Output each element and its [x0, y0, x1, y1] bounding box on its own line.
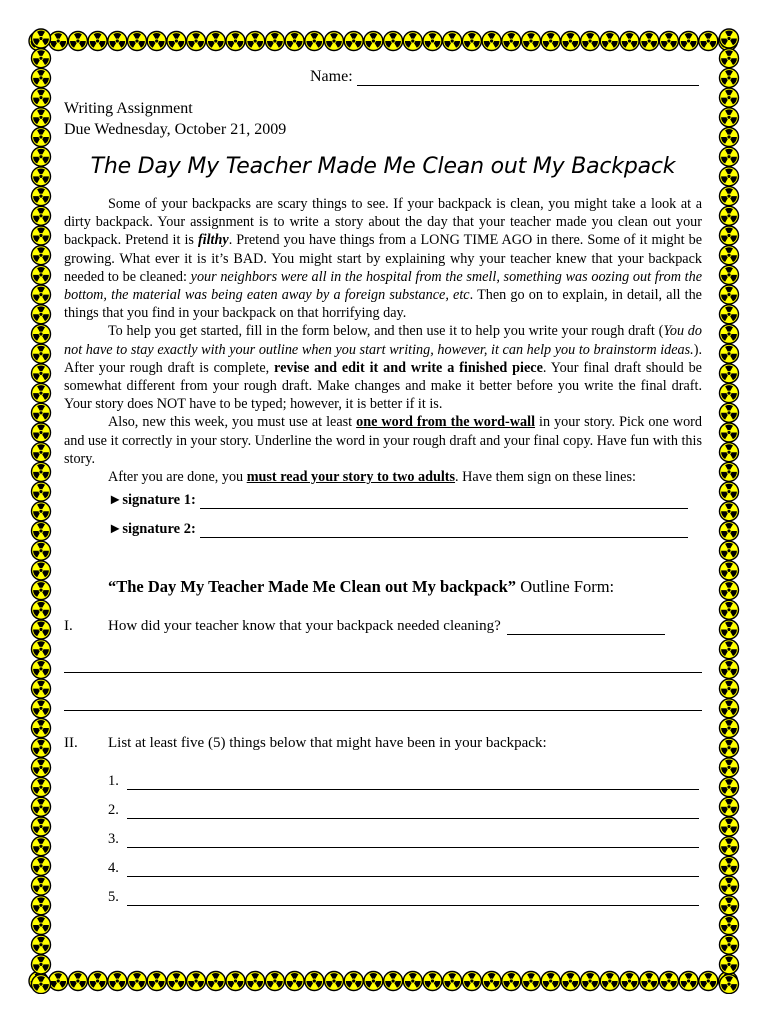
- signature-1-blank[interactable]: [200, 494, 688, 509]
- radiation-icon: [720, 68, 739, 87]
- assignment-label: Writing Assignment: [64, 100, 193, 117]
- signature-2-blank[interactable]: [200, 523, 688, 538]
- radiation-icon: [128, 32, 147, 51]
- answer-line-1[interactable]: [64, 672, 702, 673]
- radiation-icon: [344, 32, 363, 51]
- radiation-icon: [32, 975, 51, 994]
- radiation-icon: [32, 305, 51, 324]
- radiation-icon: [32, 246, 51, 265]
- radiation-icon: [32, 167, 51, 186]
- list-item[interactable]: 2.: [108, 802, 699, 819]
- radiation-icon: [720, 896, 739, 915]
- radiation-icon: [32, 896, 51, 915]
- radiation-icon: [720, 699, 739, 718]
- radiation-icon: [384, 32, 403, 51]
- radiation-icon: [720, 364, 739, 383]
- radiation-icon: [285, 972, 304, 991]
- radiation-icon: [720, 975, 739, 994]
- radiation-icon: [720, 49, 739, 68]
- radiation-icon: [32, 817, 51, 836]
- radiation-icon: [32, 856, 51, 875]
- question-1-blank[interactable]: [507, 620, 665, 635]
- radiation-icon: [32, 265, 51, 284]
- radiation-icon: [720, 403, 739, 422]
- radiation-icon: [167, 972, 186, 991]
- radiation-icon: [32, 443, 51, 462]
- outline-title: “The Day My Teacher Made Me Clean out My backpack” Outline Form:: [108, 577, 615, 596]
- radiation-icon: [720, 482, 739, 501]
- list-item-blank[interactable]: [127, 862, 699, 877]
- radiation-icon: [32, 285, 51, 304]
- radiation-icon: [32, 147, 51, 166]
- radiation-icon: [32, 502, 51, 521]
- radiation-icon: [699, 32, 718, 51]
- radiation-icon: [720, 88, 739, 107]
- radiation-icon: [720, 738, 739, 757]
- question-2: [64, 735, 547, 752]
- radiation-icon: [502, 972, 521, 991]
- radiation-icon: [720, 916, 739, 935]
- radiation-icon: [147, 972, 166, 991]
- name-blank[interactable]: [357, 71, 699, 86]
- radiation-icon: [32, 344, 51, 363]
- radiation-icon: [720, 837, 739, 856]
- page-title: The Day My Teacher Made Me Clean out My Backpack: [90, 154, 676, 179]
- radiation-icon: [403, 32, 422, 51]
- radiation-icon: [167, 32, 186, 51]
- radiation-icon: [187, 32, 206, 51]
- radiation-icon: [384, 972, 403, 991]
- radiation-icon: [364, 32, 383, 51]
- radiation-icon: [720, 108, 739, 127]
- radiation-icon: [541, 32, 560, 51]
- radiation-icon: [32, 876, 51, 895]
- radiation-icon: [522, 972, 541, 991]
- radiation-icon: [720, 935, 739, 954]
- list-item-blank[interactable]: [127, 891, 699, 906]
- radiation-icon: [32, 128, 51, 147]
- radiation-icon: [305, 32, 324, 51]
- due-date: Due Wednesday, October 21, 2009: [64, 121, 287, 138]
- question-1-number: I.: [64, 618, 73, 634]
- page-border-left: [28, 28, 54, 994]
- radiation-icon: [206, 972, 225, 991]
- radiation-icon: [32, 699, 51, 718]
- radiation-icon: [32, 88, 51, 107]
- radiation-icon: [720, 778, 739, 797]
- radiation-icon: [246, 972, 265, 991]
- radiation-icon: [128, 972, 147, 991]
- radiation-icon: [699, 972, 718, 991]
- radiation-icon: [522, 32, 541, 51]
- question-2-text: List at least five (5) things below that might have been in your backpack:: [108, 735, 547, 751]
- radiation-icon: [32, 738, 51, 757]
- list-item[interactable]: 4.: [108, 860, 699, 877]
- radiation-icon: [720, 305, 739, 324]
- list-item-blank[interactable]: [127, 833, 699, 848]
- instructions-paragraph-4: After you are done, you must read your story to two adults. Have them sign on these lines:: [108, 469, 636, 486]
- radiation-icon: [265, 32, 284, 51]
- radiation-icon: [32, 482, 51, 501]
- radiation-icon: [108, 32, 127, 51]
- radiation-icon: [32, 935, 51, 954]
- radiation-icon: [108, 972, 127, 991]
- radiation-icon: [720, 817, 739, 836]
- radiation-icon: [32, 679, 51, 698]
- signature-1-field[interactable]: [108, 492, 688, 509]
- list-item-blank[interactable]: [127, 804, 699, 819]
- radiation-icon: [581, 972, 600, 991]
- radiation-icon: [561, 972, 580, 991]
- radiation-icon: [720, 640, 739, 659]
- radiation-icon: [265, 972, 284, 991]
- radiation-icon: [720, 581, 739, 600]
- radiation-icon: [640, 32, 659, 51]
- radiation-icon: [226, 972, 245, 991]
- radiation-icon: [720, 758, 739, 777]
- radiation-icon: [32, 187, 51, 206]
- radiation-icon: [720, 462, 739, 481]
- signature-1-label: ►signature 1:: [108, 492, 196, 508]
- radiation-icon: [679, 972, 698, 991]
- radiation-icon: [226, 32, 245, 51]
- radiation-icon: [720, 955, 739, 974]
- page-border-bottom: [28, 968, 742, 994]
- radiation-icon: [443, 32, 462, 51]
- radiation-icon: [32, 797, 51, 816]
- radiation-icon: [462, 972, 481, 991]
- assignment-info: [64, 98, 286, 140]
- radiation-icon: [32, 758, 51, 777]
- radiation-icon: [403, 972, 422, 991]
- radiation-icon: [720, 679, 739, 698]
- radiation-icon: [32, 423, 51, 442]
- radiation-icon: [720, 29, 739, 48]
- list-item-blank[interactable]: [127, 775, 699, 790]
- radiation-icon: [305, 972, 324, 991]
- radiation-icon: [720, 226, 739, 245]
- radiation-icon: [32, 226, 51, 245]
- radiation-icon: [32, 403, 51, 422]
- radiation-icon: [720, 876, 739, 895]
- radiation-icon: [32, 600, 51, 619]
- radiation-icon: [32, 581, 51, 600]
- radiation-icon: [68, 972, 87, 991]
- radiation-icon: [32, 659, 51, 678]
- radiation-icon: [32, 462, 51, 481]
- radiation-icon: [720, 128, 739, 147]
- radiation-icon: [147, 32, 166, 51]
- radiation-icon: [325, 972, 344, 991]
- radiation-icon: [187, 972, 206, 991]
- radiation-icon: [640, 972, 659, 991]
- radiation-icon: [32, 955, 51, 974]
- radiation-icon: [720, 325, 739, 344]
- radiation-icon: [720, 522, 739, 541]
- radiation-icon: [541, 972, 560, 991]
- radiation-icon: [720, 620, 739, 639]
- radiation-icon: [32, 620, 51, 639]
- radiation-icon: [720, 423, 739, 442]
- instructions-paragraph-1: Some of your backpacks are scary things to see. If your backpack is clean, you might take a look at a dirty backpack. Your assignment is to write a story about the day that your teacher made you clean out your backpack. Pretend it is filthy. Pretend you have things from a LONG TIME AGO in there. Some of it might be growing. What ever it is it’s BAD. You might start by explaining why your teacher knew that your backpack needed to be cleaned: your neighbors were all in the hospital from the smell, something was oozing out from the bottom, the material was being eaten away by a foreign substance, etc. Then go on to explain, in detail, all the things that you find in your backpack on that horrifying day.: [64, 196, 703, 322]
- answer-line-2[interactable]: [64, 710, 702, 711]
- radiation-icon: [325, 32, 344, 51]
- radiation-icon: [88, 972, 107, 991]
- radiation-icon: [32, 364, 51, 383]
- radiation-icon: [32, 719, 51, 738]
- list-item[interactable]: 3.: [108, 831, 699, 848]
- page-border-top: [28, 28, 742, 54]
- radiation-icon: [482, 32, 501, 51]
- radiation-icon: [32, 29, 51, 48]
- radiation-icon: [462, 32, 481, 51]
- radiation-icon: [720, 541, 739, 560]
- radiation-icon: [620, 972, 639, 991]
- question-1: [64, 618, 665, 635]
- radiation-icon: [32, 778, 51, 797]
- radiation-icon: [720, 246, 739, 265]
- radiation-icon: [720, 600, 739, 619]
- radiation-icon: [246, 32, 265, 51]
- radiation-icon: [32, 522, 51, 541]
- name-label: Name:: [310, 68, 353, 85]
- radiation-icon: [679, 32, 698, 51]
- radiation-icon: [720, 344, 739, 363]
- radiation-icon: [32, 541, 51, 560]
- instructions-paragraph-3: Also, new this week, you must use at least one word from the word-wall in your story. Pick one word and use it correctly in your story. Underline the word in your rough draft and your final copy. Have fun with this story.: [64, 414, 702, 467]
- radiation-icon: [32, 206, 51, 225]
- page-border-right: [716, 28, 742, 994]
- radiation-icon: [344, 972, 363, 991]
- instructions: [64, 195, 702, 486]
- list-item[interactable]: 1.: [108, 773, 699, 790]
- name-field[interactable]: [310, 68, 699, 86]
- radiation-icon: [561, 32, 580, 51]
- radiation-icon: [620, 32, 639, 51]
- radiation-icon: [720, 856, 739, 875]
- radiation-icon: [32, 384, 51, 403]
- radiation-icon: [720, 285, 739, 304]
- radiation-icon: [32, 916, 51, 935]
- instructions-paragraph-2: To help you get started, fill in the form below, and then use it to help you write your rough draft (You do not have to stay exactly with your outline when you start writing, however, it can help you to brainstorm ideas.). After your rough draft is complete, revise and edit it and write a finished piece. Your final draft should be somewhat different from your rough draft. Make changes and make it better before you write the final draft. Your story does NOT have to be typed; however, it is better if it is.: [64, 323, 702, 413]
- radiation-icon: [720, 265, 739, 284]
- signature-2-label: ►signature 2:: [108, 521, 196, 537]
- radiation-icon: [720, 797, 739, 816]
- radiation-icon: [720, 187, 739, 206]
- radiation-icon: [720, 167, 739, 186]
- radiation-icon: [720, 659, 739, 678]
- radiation-icon: [32, 68, 51, 87]
- question-1-text: How did your teacher know that your backpack needed cleaning?: [108, 618, 501, 634]
- radiation-icon: [659, 32, 678, 51]
- radiation-icon: [581, 32, 600, 51]
- radiation-icon: [423, 32, 442, 51]
- radiation-icon: [423, 972, 442, 991]
- radiation-icon: [32, 49, 51, 68]
- radiation-icon: [482, 972, 501, 991]
- radiation-icon: [88, 32, 107, 51]
- radiation-icon: [68, 32, 87, 51]
- radiation-icon: [32, 837, 51, 856]
- radiation-icon: [720, 443, 739, 462]
- radiation-icon: [502, 32, 521, 51]
- list-item[interactable]: 5.: [108, 889, 699, 906]
- question-2-number: II.: [64, 735, 78, 751]
- radiation-icon: [32, 325, 51, 344]
- radiation-icon: [600, 972, 619, 991]
- radiation-icon: [720, 147, 739, 166]
- radiation-icon: [285, 32, 304, 51]
- radiation-icon: [443, 972, 462, 991]
- radiation-icon: [720, 561, 739, 580]
- radiation-icon: [32, 640, 51, 659]
- radiation-icon: [600, 32, 619, 51]
- radiation-icon: [720, 384, 739, 403]
- radiation-icon: [206, 32, 225, 51]
- radiation-icon: [364, 972, 383, 991]
- radiation-icon: [32, 108, 51, 127]
- signature-2-field[interactable]: [108, 521, 688, 538]
- radiation-icon: [32, 561, 51, 580]
- radiation-icon: [659, 972, 678, 991]
- radiation-icon: [720, 719, 739, 738]
- radiation-icon: [720, 502, 739, 521]
- radiation-icon: [720, 206, 739, 225]
